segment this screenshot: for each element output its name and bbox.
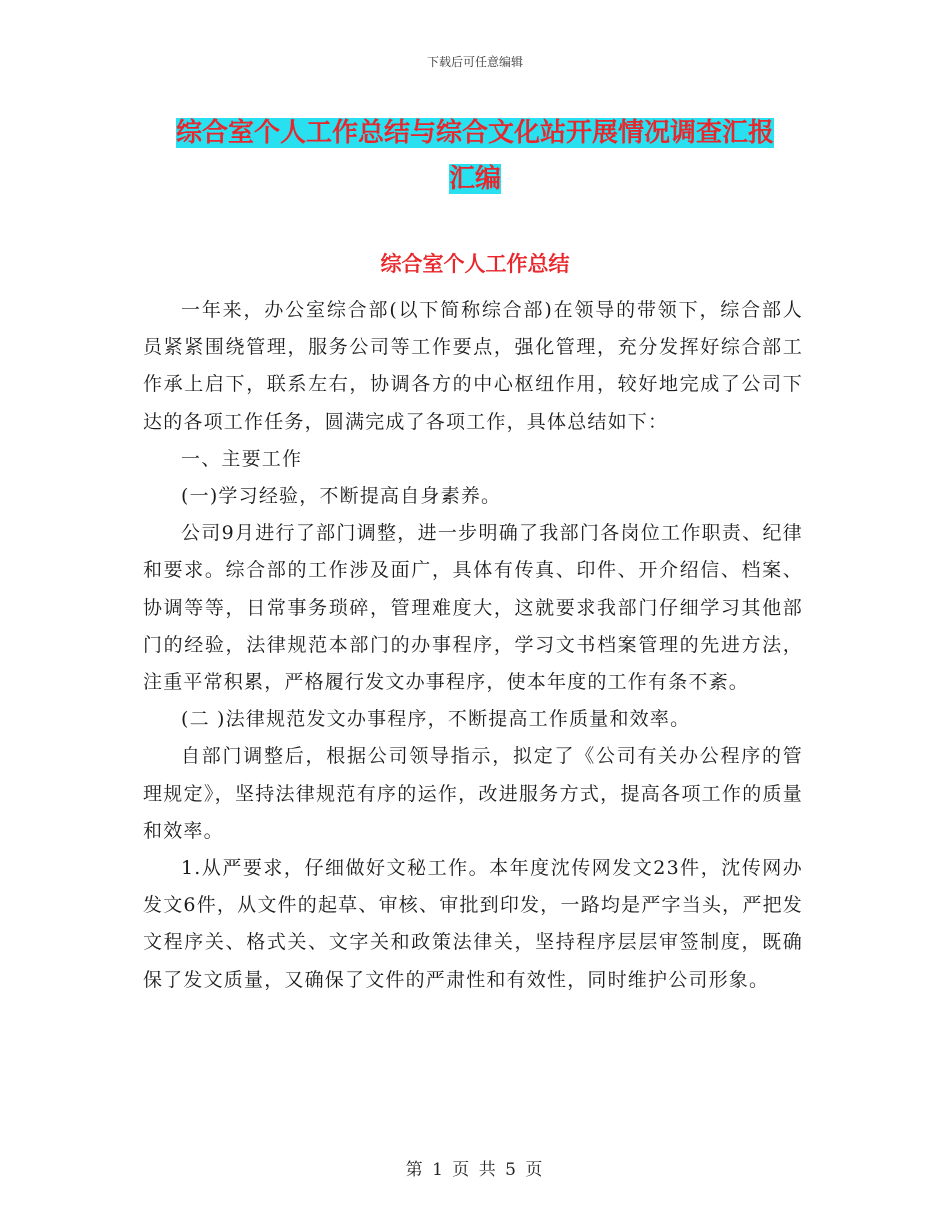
body-paragraph: 自部门调整后，根据公司领导指示，拟定了《公司有关办公程序的管理规定》，坚持法律规范有序的运作，改进服务方式，提高各项工作的质量和效率。	[143, 745, 803, 842]
document-body	[143, 292, 803, 999]
body-paragraph: 一年来，办公室综合部(以下简称综合部)在领导的带领下，综合部人员紧紧围绕管理，服务公司等工作要点，强化管理，充分发挥好综合部工作承上启下，联系左右，协调各方的中心枢纽作用，较好地完成了公司下达的各项工作任务，圆满完成了各项工作，具体总结如下：	[143, 299, 803, 433]
body-paragraph: 一、主要工作	[181, 447, 303, 470]
body-paragraph: (二 )法律规范发文办事程序，不断提高工作质量和效率。	[181, 708, 691, 731]
page-header-note: 下载后可任意编辑	[426, 55, 523, 69]
body-paragraph: (一)学习经验，不断提高自身素养。	[181, 485, 502, 508]
body-paragraph: 公司9月进行了部门调整，进一步明确了我部门各岗位工作职责、纪律和要求。综合部的工作涉及面广，具体有传真、印件、开介绍信、档案、协调等等，日常事务琐碎，管理难度大，这就要求我部门仔细学习其他部门的经验，法律规范本部门的办事程序，学习文书档案管理的先进方法，注重平常积累，严格履行发文办事程序，使本年度的工作有条不紊。	[143, 522, 803, 694]
body-paragraph: 1.从严要求，仔细做好文秘工作。本年度沈传网发文23件，沈传网办发文6件，从文件的起草、审核、审批到印发，一路均是严字当头，严把发文程序关、格式关、文字关和政策法律关，坚持程序层层审签制度，既确保了发文质量，又确保了文件的严肃性和有效性，同时维护公司形象。	[143, 857, 803, 991]
document-title-line-1: 综合室个人工作总结与综合文化站开展情况调查汇报	[175, 118, 774, 148]
document-title	[140, 110, 810, 202]
document-title-line-2: 汇编	[448, 164, 501, 194]
section-title: 综合室个人工作总结	[380, 252, 570, 276]
page-number: 第 1 页 共 5 页	[405, 1160, 545, 1180]
